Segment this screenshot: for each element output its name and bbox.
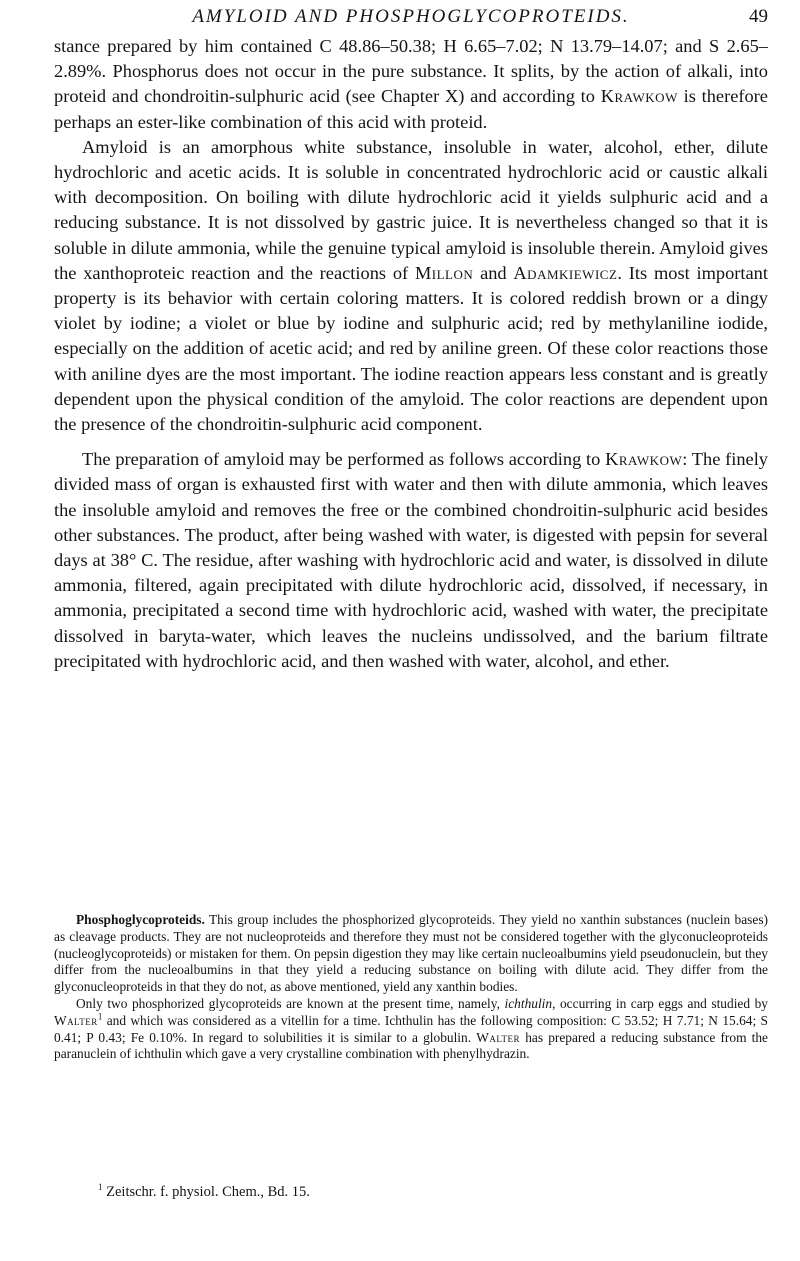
small-text-2d: has prepared a reducing substance from the paranuclein of ichthulin which gave a very crystalline combination with phenylhydrazin. xyxy=(54,1029,768,1062)
footnote xyxy=(98,1183,310,1201)
author-krawkow-2: Krawkow xyxy=(605,449,683,470)
p3-text-b: : The finely divided mass of organ is exhausted first with water and then with dilute ammonia, which leaves the insoluble amyloid and removes the free or the combined chondroitin-sulphuric acid besides other substances. The product, after being washed with water, is digested with pepsin for several days at 38° C. The residue, after washing with hydrochloric acid and water, is dissolved in dilute ammonia, filtered, again precipitated with dilute hydrochloric acid, dissolved, if necessary, in ammonia, precipitated a second time with hydrochloric acid, washed with water, the precipitate dissolved in baryta-water, which leaves the nucleins undissolved, and the barium filtrate precipitated with hydrochloric acid, and then washed with water, alcohol, and ether. xyxy=(54,449,769,671)
author-walter: Walter xyxy=(54,1012,98,1028)
small-text-2a: Only two phosphorized glycoproteids are known at the present time, namely, xyxy=(76,995,500,1011)
section-heading: Phosphoglycoproteids. xyxy=(76,912,205,927)
paragraph-continuation xyxy=(54,34,768,135)
p3-text-a: The preparation of amyloid may be performed as follows according to xyxy=(82,449,601,470)
small-text-2b: , occurring in carp eggs and studied by xyxy=(552,995,768,1011)
p1-tail: is therefore perhaps an ester-like combination of this acid with proteid. xyxy=(54,86,768,132)
paragraph-amyloid-properties xyxy=(54,135,768,437)
footnote-text: Zeitschr. f. physiol. Chem., Bd. 15. xyxy=(106,1184,310,1200)
page-number: 49 xyxy=(749,6,768,27)
running-title: AMYLOID AND PHOSPHOGLYCOPROTEIDS. xyxy=(192,6,630,27)
p2-text-a: Amyloid is an amorphous white substance, insoluble in water, alcohol, ether, dilute hydrochloric and acetic acids. It is soluble in concentrated hydrochloric acid or caustic alkali with decomposition. On boiling with dilute hydrochloric acid it yields sulphuric acid and a reducing substance. It is not dissolved by gastric juice. It is nevertheless changed so that it is soluble in dilute ammonia, while the genuine typical amyloid is insoluble therein. Amyloid gives the xanthoproteic reaction and the reactions of xyxy=(54,136,768,283)
running-header xyxy=(54,4,768,30)
author-krawkow: Krawkow xyxy=(600,86,678,107)
small-paragraph-2 xyxy=(54,996,768,1063)
author-adamkiewicz: Adamkiewicz xyxy=(513,262,618,283)
small-paragraph-1 xyxy=(54,912,768,996)
footnote-mark: 1 xyxy=(98,1182,103,1193)
paragraph-preparation xyxy=(54,447,768,674)
term-ichthulin: ichthulin xyxy=(504,995,553,1011)
p2-text-b: . Its most important property is its behavior with certain coloring matters. It is colored reddish brown or a dingy violet by iodine; a violet or blue by iodine and sulphuric acid; red by methylaniline iodide, especially on the addition of acetic acid; and red by aniline green. Of these color reactions those with aniline dyes are the most important. The iodine reaction appears less constant and is greatly dependent upon the physical condition of the amyloid. The color reactions are dependent upon the presence of the chondroitin-sulphuric acid component. xyxy=(54,262,768,435)
main-text xyxy=(54,34,768,674)
footnote-ref: 1 xyxy=(97,1011,103,1022)
p2-and: and xyxy=(480,262,507,283)
small-print-section xyxy=(54,912,768,1063)
p1-text: stance prepared by him contained C 48.86–50.38; H 6.65–7.02; N 13.79–14.07; and S 2.65–2.89%. Phosphorus does not occur in the pure substance. It splits, by the action of alkali, into proteid and chondroitin-sulphuric acid (see Chapter X) and according to xyxy=(54,36,768,107)
author-walter-2: Walter xyxy=(476,1029,521,1045)
small-text-2c: and which was considered as a vitellin for a time. Ichthulin has the following composition: C 53.52; H 7.71; N 15.64; S 0.41; P 0.43; Fe 0.10%. In regard to solubilities it is similar to a globulin. xyxy=(54,1012,768,1045)
author-millon: Millon xyxy=(414,262,474,283)
small-text-1: This group includes the phosphorized glycoproteids. They yield no xanthin substances (nuclein bases) as cleavage products. They are not nucleoproteids and therefore they must not be considered together with the glyconucleoproteids (nucleoglycoproteids) or mistaken for them. On pepsin digestion they may like certain nucleoalbumins yield pseudonuclein, but they differ from the nucleoalbumins in that they yield a reducing substance on boiling with dilute acid. They differ from the glyconucleoproteids in that they do not, as above mentioned, yield any xanthin bodies. xyxy=(54,912,768,995)
